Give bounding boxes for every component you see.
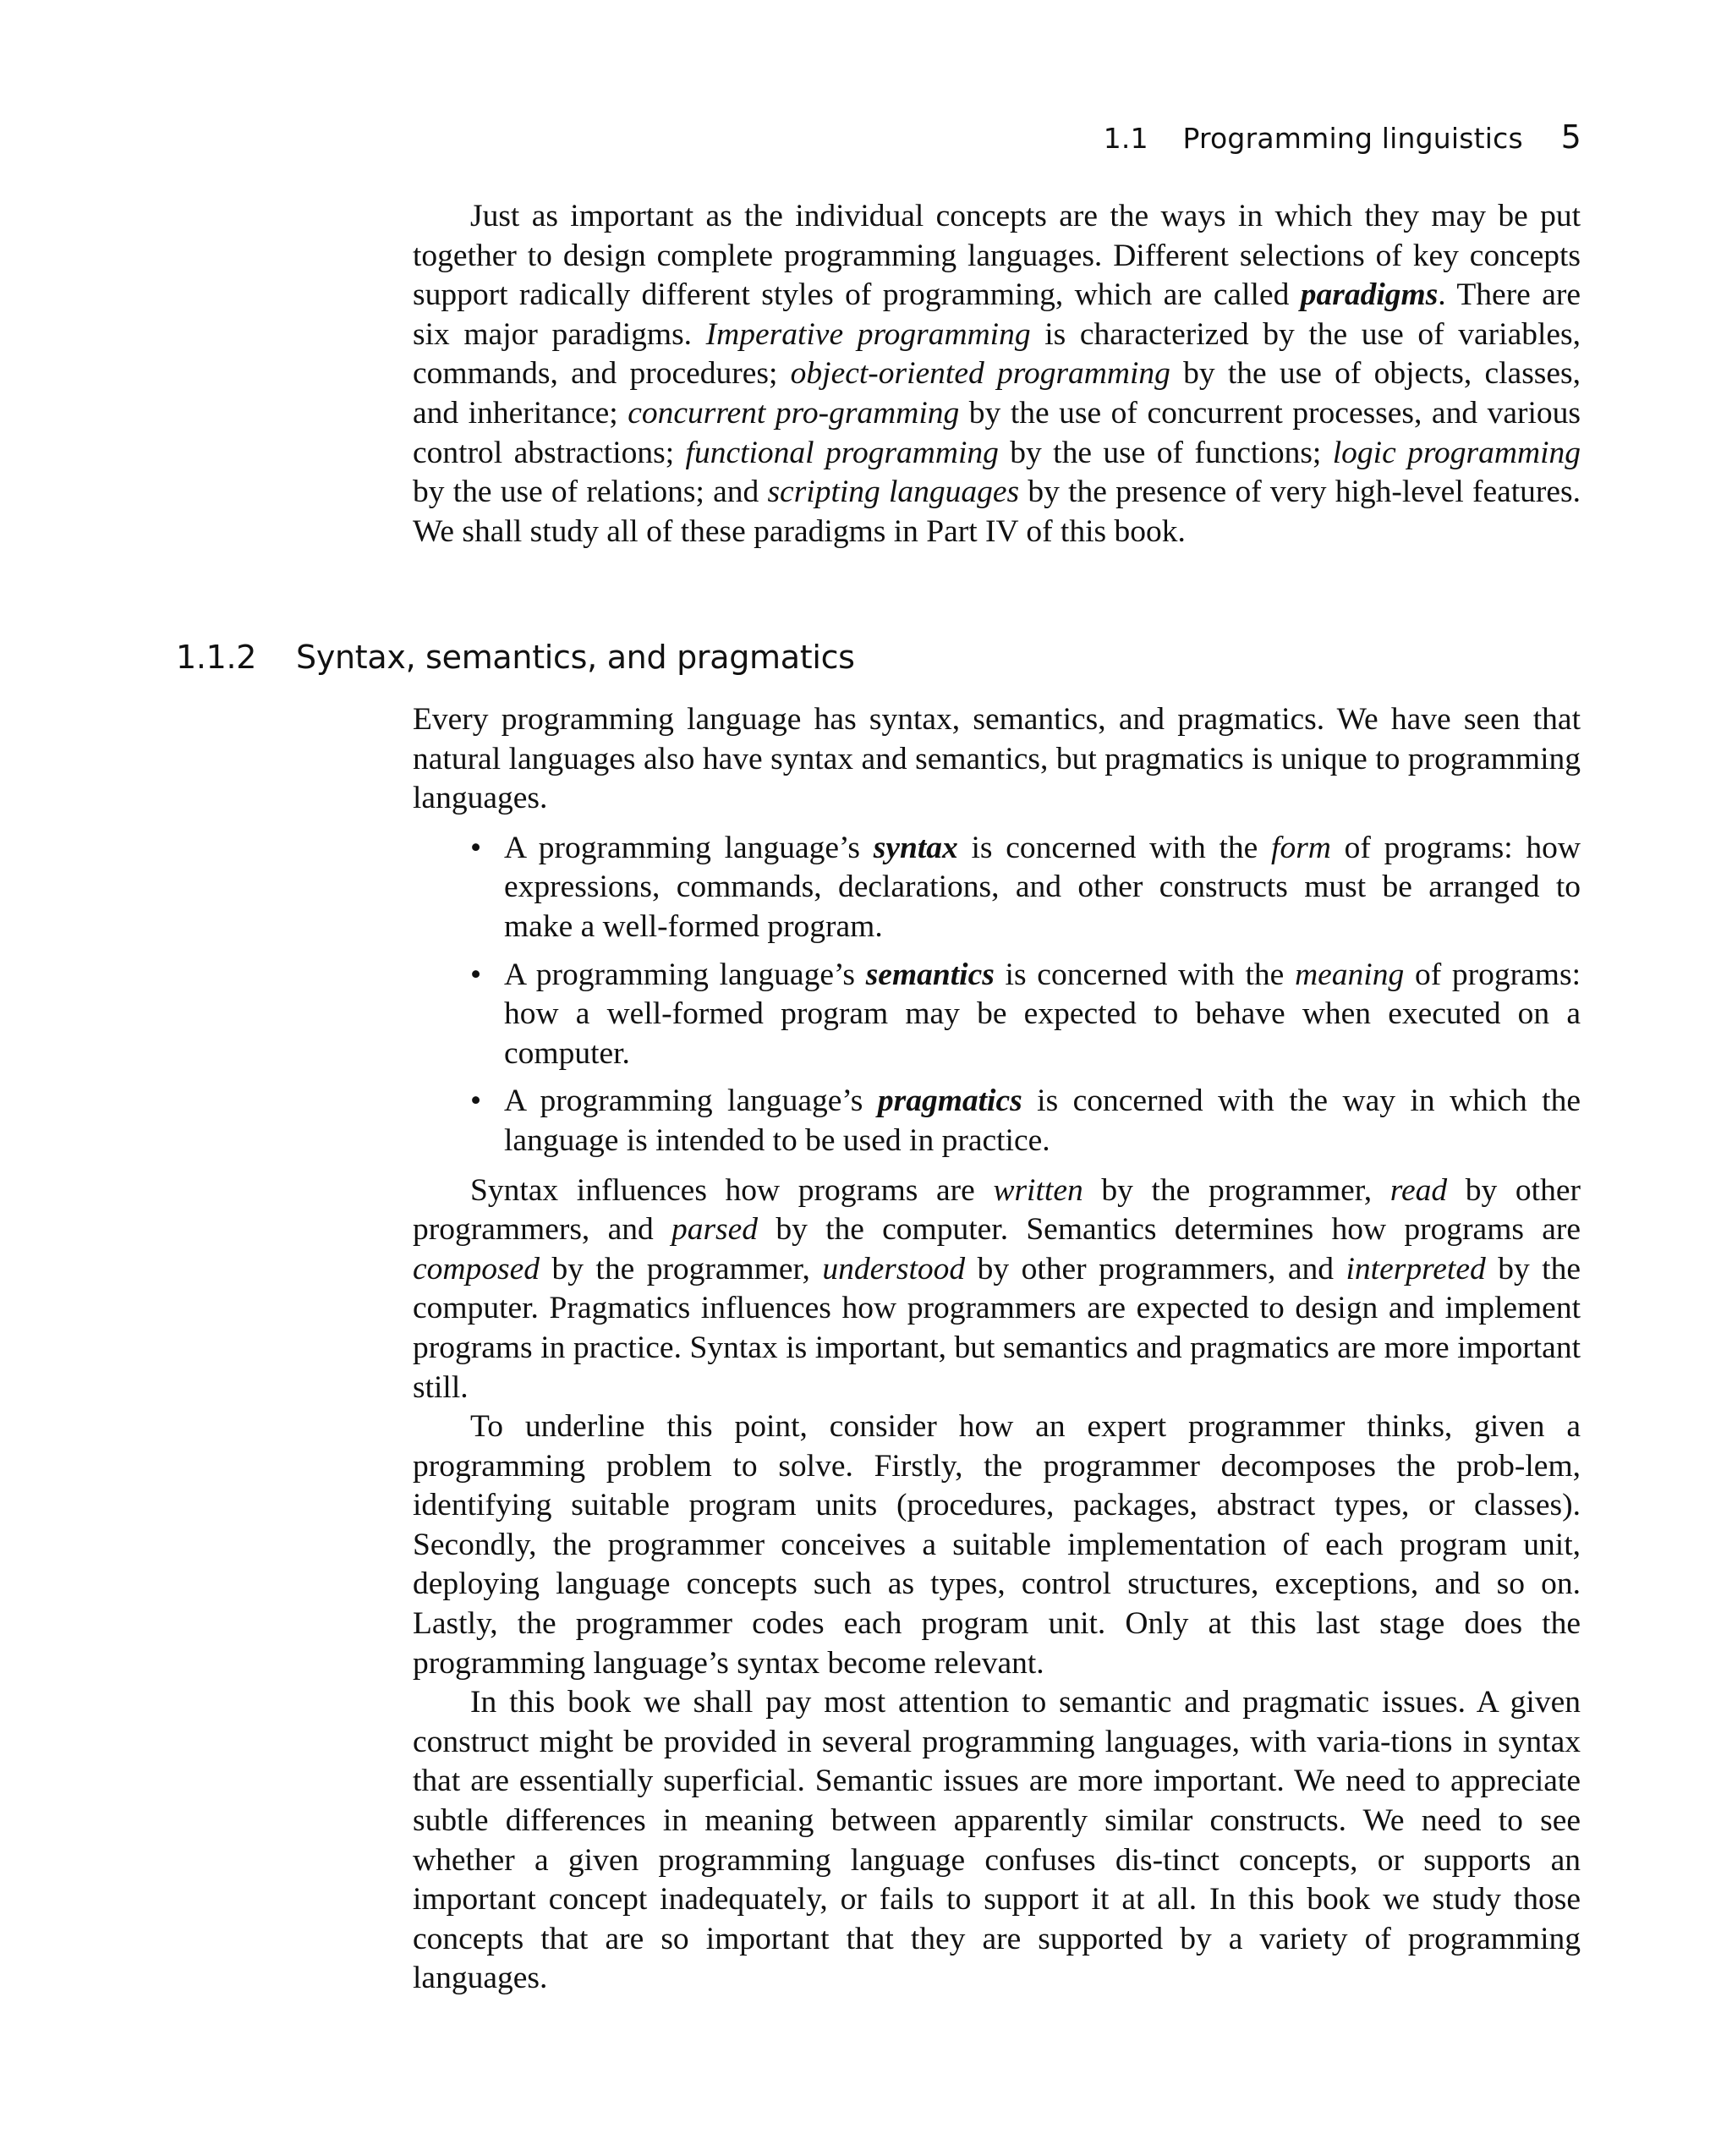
emphasis-scripting-languages: scripting languages [767, 475, 1020, 510]
emphasis-object-oriented-programming: object-oriented programming [790, 356, 1170, 392]
text-run: by the use of concurrent processes, and various control abstractions; [413, 395, 1581, 470]
emphasis-form: form [1271, 830, 1331, 865]
syntax-semantics-pragmatics-block [413, 700, 1581, 1999]
term-syntax: syntax [873, 830, 958, 865]
term-semantics: semantics [865, 957, 995, 992]
paragraph-syntax-influences [413, 1171, 1581, 1408]
text-run: of programs: how expressions, commands, declarations, and other constructs must be arranged to make a well-formed program. [504, 830, 1581, 944]
bullet-dot-icon: • [470, 830, 482, 865]
bullet-item-pragmatics [413, 1082, 1581, 1160]
emphasis-composed: composed [413, 1251, 540, 1286]
running-head [1104, 118, 1581, 156]
paragraph-expert-programmer: To underline this point, consider how an expert programmer thinks, given a programming problem to solve. Firstly, the programmer decomposes the prob-lem, identifying suitable program units (procedures, packages, abstract types, or classes). Secondly, the programmer conceives a suitable implementation of each program unit, deploying language concepts such as types, control structures, exceptions, and so on. Lastly, the programmer codes each program unit. Only at this last stage does the programming language’s syntax become relevant. [413, 1409, 1581, 1681]
emphasis-functional-programming: functional programming [685, 435, 999, 470]
text-run: . There are six major paradigms. [413, 277, 1581, 352]
text-run: by the programmer, [539, 1251, 823, 1286]
text-run: by the presence of very high-level features. We shall study all of these paradigms in Part IV of this book. [413, 475, 1581, 549]
term-paradigms: paradigms [1300, 277, 1439, 313]
section-heading [176, 639, 855, 676]
section-number: 1.1.2 [176, 639, 257, 676]
bullet-item-syntax [413, 829, 1581, 947]
emphasis-meaning: meaning [1295, 957, 1405, 992]
text-run: by the use of relations; and [413, 475, 768, 510]
text-run: A programming language’s [504, 957, 866, 992]
text-run: A programming language’s [504, 1083, 878, 1119]
text-run: by the use of functions; [998, 435, 1333, 470]
emphasis-read: read [1389, 1172, 1448, 1208]
text-run: of programs: how a well-formed program may be expected to behave when executed on a computer. [504, 957, 1581, 1071]
paragraph-paradigms [413, 197, 1581, 551]
emphasis-logic-programming: logic programming [1332, 435, 1581, 470]
emphasis-written: written [993, 1172, 1083, 1208]
text-run: is concerned with the [957, 830, 1272, 865]
emphasis-interpreted: interpreted [1346, 1251, 1486, 1286]
text-run: is concerned with the [994, 957, 1296, 992]
paradigms-block [413, 197, 1581, 551]
text-run: is characterized by the use of variables, commands, and procedures; [413, 316, 1581, 392]
text-run: by the computer. Semantics determines how programs are [758, 1212, 1581, 1248]
text-run: Syntax influences how programs are [470, 1172, 994, 1208]
text-run: by the programmer, [1082, 1172, 1390, 1208]
emphasis-parsed: parsed [671, 1212, 759, 1248]
text-run: by the use of objects, classes, and inheritance; [413, 356, 1581, 431]
text-run: Just as important as the individual concepts are the ways in which they may be put together to design complete programming languages. Different selections of key concepts support radically different styles of programming, which are called [413, 199, 1581, 313]
text-run: is concerned with the way in which the language is intended to be used in practice. [504, 1083, 1581, 1158]
bullet-dot-icon: • [470, 1083, 482, 1119]
emphasis-understood: understood [822, 1251, 966, 1286]
bullet-dot-icon: • [470, 957, 482, 992]
section-title: Syntax, semantics, and pragmatics [296, 639, 855, 676]
page-number: 5 [1560, 118, 1581, 156]
text-run: A programming language’s [504, 830, 874, 865]
text-run: by the computer. Pragmatics influences how programmers are expected to design and implement programs in practice. Syntax is important, but semantics and pragmatics are more important still. [413, 1251, 1581, 1405]
paragraph-intro: Every programming language has syntax, semantics, and pragmatics. We have seen that natural languages also have syntax and semantics, but pragmatics is unique to programming languages. [413, 702, 1581, 816]
term-pragmatics: pragmatics [877, 1083, 1022, 1119]
running-head-title: Programming linguistics [1182, 122, 1523, 155]
text-run: by other programmers, and [413, 1172, 1581, 1248]
emphasis-concurrent-programming: concurrent pro-gramming [628, 395, 960, 431]
paragraph-book-focus: In this book we shall pay most attention to semantic and pragmatic issues. A given construct might be provided in several programming languages, with varia-tions in syntax that are essentially superficial. Semantic issues are more important. We need to appreciate subtle differences in meaning between apparently similar constructs. We need to see whether a given programming language confuses dis-tinct concepts, or supports an important concept inadequately, or fails to support it at all. In this book we study those concepts that are so important that they are supported by a variety of programming languages. [413, 1685, 1581, 1996]
text-run: by other programmers, and [965, 1251, 1346, 1286]
bullet-item-semantics [413, 956, 1581, 1074]
running-head-section-number: 1.1 [1103, 122, 1148, 155]
concept-bullet-list [413, 829, 1581, 1161]
emphasis-imperative-programming: Imperative programming [705, 316, 1031, 352]
